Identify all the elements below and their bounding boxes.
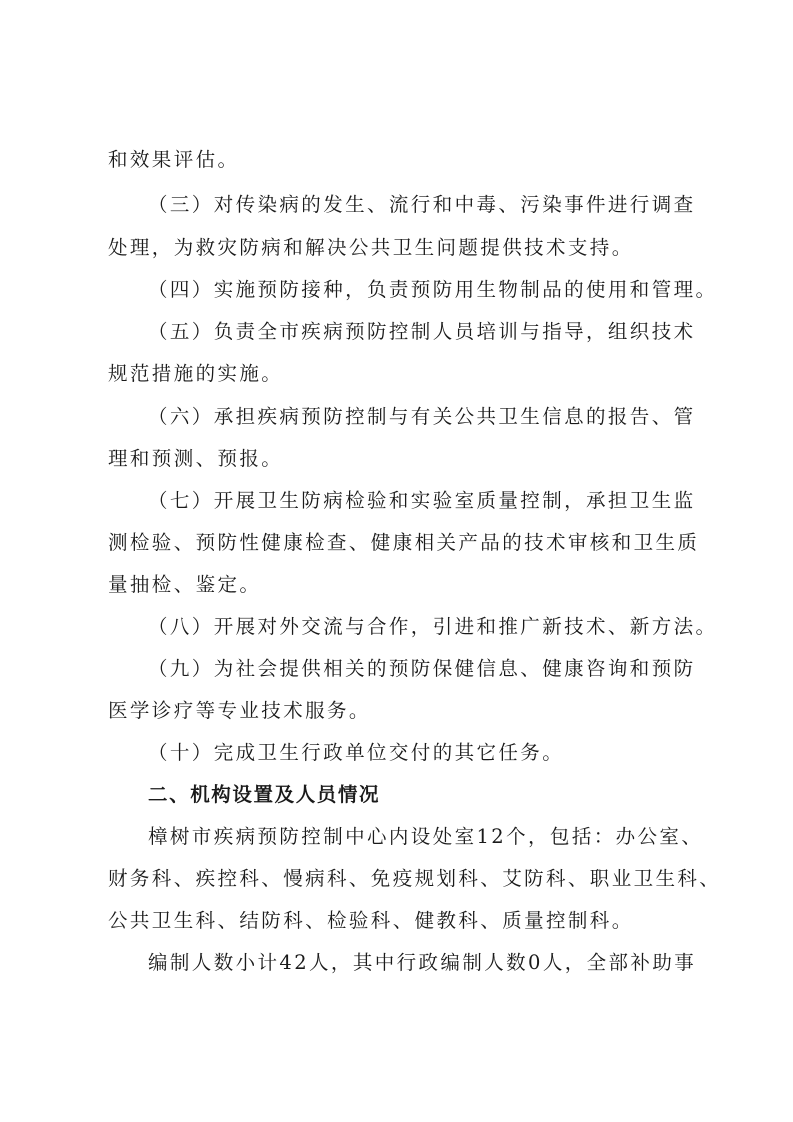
paragraph-line: （七）开展卫生防病检验和实验室质量控制，承担卫生监 bbox=[148, 489, 696, 512]
paragraph-line: 编制人数小计42人，其中行政编制人数0人，全部补助事 bbox=[148, 951, 697, 974]
paragraph-line: 医学诊疗等专业技术服务。 bbox=[108, 699, 371, 722]
paragraph-line: （四）实施预防接种，负责预防用生物制品的使用和管理。 bbox=[148, 278, 718, 301]
paragraph-line: 测检验、预防性健康检查、健康相关产品的技术审核和卫生质 bbox=[108, 531, 700, 554]
paragraph-line: 和效果评估。 bbox=[108, 148, 240, 171]
paragraph-line: （九）为社会提供相关的预防保健信息、健康咨询和预防 bbox=[148, 657, 696, 680]
paragraph-line: 财务科、疾控科、慢病科、免疫规划科、艾防科、职业卫生科、 bbox=[108, 867, 722, 890]
paragraph-line: （十）完成卫生行政单位交付的其它任务。 bbox=[148, 741, 565, 764]
paragraph-line: （三）对传染病的发生、流行和中毒、污染事件进行调查 bbox=[148, 193, 696, 216]
paragraph-line: 樟树市疾病预防控制中心内设处室12个，包括：办公室、 bbox=[148, 825, 704, 848]
section-heading: 二、机构设置及人员情况 bbox=[148, 783, 381, 806]
paragraph-line: （五）负责全市疾病预防控制人员培训与指导，组织技术 bbox=[148, 320, 696, 343]
paragraph-line: 量抽检、鉴定。 bbox=[108, 573, 262, 596]
paragraph-line: （八）开展对外交流与合作，引进和推广新技术、新方法。 bbox=[148, 615, 718, 638]
paragraph-line: 理和预测、预报。 bbox=[108, 447, 284, 470]
paragraph-line: 公共卫生科、结防科、检验科、健教科、质量控制科。 bbox=[108, 909, 634, 932]
paragraph-line: 规范措施的实施。 bbox=[108, 362, 284, 385]
paragraph-line: 处理，为救灾防病和解决公共卫生问题提供技术支持。 bbox=[108, 236, 634, 259]
paragraph-line: （六）承担疾病预防控制与有关公共卫生信息的报告、管 bbox=[148, 405, 696, 428]
